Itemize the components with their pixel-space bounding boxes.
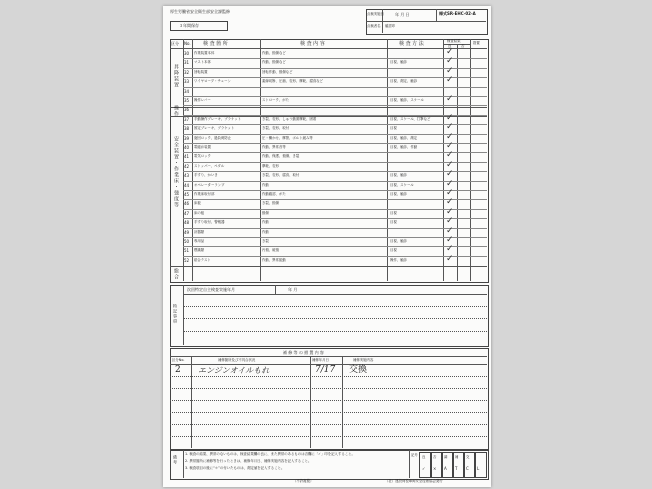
row-no: 43 [184,173,190,179]
row-method: 目視、触診 [390,60,407,65]
footer-left: （不許複製） [293,479,314,483]
row-content: 回転作動、損傷など [262,69,293,74]
note-line-2: 2. 異常箇所に補修等を行ったときは、補修年月日、補修実施内容を記入すること。 [185,459,312,463]
row-no: 33 [184,79,190,85]
special-notes-label: 特記事項 [173,304,178,324]
legend-key: 否 [433,455,437,459]
col-result-ok: 良 [448,44,452,48]
row-no: 35 [184,98,190,103]
row-content: 作動、保護、損傷、き裂 [262,154,300,159]
row-no: 41 [184,154,190,160]
row-method: 目視、触診、スケール [390,98,424,102]
legend-cell [474,452,487,478]
result-ok-check: ✓ [446,235,454,245]
result-ok-check: ✓ [446,206,454,217]
note-line-3: 3. 検査項目の後に“＊”の付いたものは、測定値を記入すること。 [185,466,285,470]
row-location: 操作レバー [194,98,211,102]
row-no: 47 [184,210,190,216]
row-method: 目視、触診 [390,192,407,196]
next-inspection-value: 年 月 [288,287,298,292]
row-location: オペレーターランプ [194,182,225,187]
confirmer-label: 確認印 [385,24,396,28]
legend-code: T [455,466,458,471]
row-no: 50 [184,239,190,244]
row-no: 39 [184,135,190,141]
row-location: 計器類 [194,229,205,234]
repair-entry-part: エンジンオイルもれ [198,366,270,375]
result-ok-check: ✓ [446,75,454,86]
result-ok-check: ✓ [446,150,454,161]
row-location: 床板 [194,201,201,206]
row-method: 目視 [390,210,397,215]
row-content: き裂、変形、取付 [262,126,290,131]
row-no: 49 [184,229,190,235]
result-ok-check: ✓ [446,169,454,180]
row-content: き裂、変形、しゅう動面摩耗、固着 [262,116,317,121]
row-content: き裂、変形、腐食、取付 [262,173,300,178]
repair-col-part: 補修箇所及び不具合状況 [218,358,256,362]
section-overall: 総合 [173,268,179,280]
row-content: 作動、損傷など [262,60,286,65]
row-location: 作業床取付部 [194,192,215,196]
row-location: 固定ブレーキ、ブラケット [194,126,235,131]
row-method: 目視、測定、触診 [390,79,418,84]
legend-key: 調 [444,455,448,459]
row-method: 目視 [390,220,397,225]
row-location: ワイヤロープ・チェーン [194,79,231,84]
col-measure: 措置 [473,41,480,45]
row-content: 損傷 [262,210,269,215]
row-location: 電気ロック [194,154,211,159]
inspection-date-label: 点検実施日 [367,12,384,16]
row-method: 目視、触診 [390,173,407,178]
legend-code: C [466,466,469,471]
inspector-label: 点検者名 [367,24,381,28]
result-ok-check: ✓ [446,178,454,189]
row-location: 総合テスト [194,257,211,262]
row-location: マスト本体 [194,60,211,65]
repair-entry-content: 交換 [349,365,368,375]
row-method: 目視 [390,126,397,131]
row-content: 作動、損傷など [262,51,286,55]
result-ok-check: ✓ [446,188,454,198]
col-result: 検査結果 [447,39,461,43]
inspection-sheet [163,6,491,487]
sheet-header-title: 厚生労働省安全衛生部安全課監修 [170,9,230,14]
row-no: 34 [184,88,190,94]
notes-label: 備考 [173,455,178,465]
row-content: 摩耗、変形 [262,163,279,168]
row-location: 専用品 [194,239,205,243]
row-no: 52 [184,257,190,263]
row-no: 31 [184,60,190,66]
inspection-date-value: 年 月 日 [395,12,410,17]
row-no: 37 [184,116,190,122]
row-no: 32 [184,69,190,75]
repair-section-title: 補 修 等 の 措 置 内 容 [283,350,324,355]
row-no: 51 [184,248,190,254]
retention-period-box [170,21,228,31]
repair-col-content: 補修実施内容 [353,358,374,362]
row-no: 46 [184,201,190,207]
legend-key: 良 [422,455,426,459]
row-no: 48 [184,220,190,226]
col-content: 検 査 内 容 [300,41,325,47]
section-safety: 安全装置・作業床・強度等 [173,136,179,208]
section-operation: 操作 [173,105,179,117]
repair-entry-no: 2 [175,365,181,375]
legend-code: A [444,466,447,471]
result-ok-check: ✓ [446,56,454,67]
result-ok-check: ✓ [446,159,454,170]
result-ok-check: ✓ [446,47,454,57]
row-content: 作動、異常振動 [262,257,286,262]
row-no: 45 [184,192,190,197]
row-no: 40 [184,145,190,150]
row-location: ストッパー、ペダル [194,163,225,168]
result-ok-check: ✓ [446,112,454,123]
col-method: 検 査 方 法 [399,41,424,47]
col-location: 検 査 箇 所 [203,41,228,47]
result-ok-check: ✓ [446,216,454,227]
repair-col-no: 区分No. [172,358,185,362]
row-location: 旋回ロック、過負荷防止 [194,135,232,140]
retention-period-label: ３年間保存 [179,23,199,28]
legend-code: × [433,466,437,471]
col-result-ng: 否 [461,44,465,48]
row-location: 手すり、かいき [194,173,218,178]
next-inspection-label: 次回特定自主検査実施年月 [187,287,235,292]
row-method: 目視、触診 [390,239,407,243]
row-content: 作動 [262,182,269,187]
row-location: 回転装置 [194,69,208,74]
legend-code: ✓ [422,466,426,471]
row-content: 圧・働かせ、摩擦、ボルト緩み等 [262,135,313,140]
result-ok-check: ✓ [446,244,454,255]
row-location: 手すり取付、警報器 [194,220,225,225]
result-ok-check: ✓ [446,131,454,142]
repair-entry-date: 7/17 [315,365,336,375]
result-ok-check: ✓ [446,94,454,104]
form-code: 様式SR-EHC-02-A [439,11,476,16]
row-method: 目視、スケール、打撃など [390,116,431,121]
row-content: 素線切断、圧縮、変形、摩耗、腐食など [262,79,324,84]
row-content: ストローク、がた [262,98,289,102]
row-method: 操作、触診 [390,257,407,262]
row-method: 目視、スケール [390,182,414,187]
row-no: 44 [184,182,190,188]
section-lifting: 昇降装置 [173,64,179,88]
result-ok-check: ✓ [446,197,454,208]
repair-col-date: 補修年月日 [312,358,329,362]
row-method: 目視、触診、作動 [390,145,418,149]
row-location: 作業装置本体 [194,51,215,55]
footer-right: （社）建設荷役車両安全技術協会発行 [385,479,443,483]
row-content: 汚損、破損 [262,248,279,253]
note-line-1: 1. 検査の結果、異常のないものは、検査結果欄の良に、また異常のあるものは否欄に「✓」印を記入すること。 [185,452,355,456]
row-no: 30 [184,51,190,56]
row-no: 36 [184,107,190,113]
row-content: 作動、異常音等 [262,145,286,149]
row-content: 作動 [262,220,269,225]
result-ok-check: ✓ [446,225,454,236]
legend-code: L [477,466,480,471]
row-location: 電磁弁装置 [194,145,211,149]
result-ok-check: ✓ [446,65,454,76]
result-ok-check: ✓ [446,141,454,151]
col-division: 区分 [171,41,179,46]
result-ok-check: ✓ [446,122,454,133]
row-content: 作動確認、がた [262,192,286,196]
legend-title: 記号 [411,453,418,457]
result-ok-check: ✓ [446,253,454,264]
row-no: 38 [184,126,190,132]
row-method: 目視、触診、測定 [390,135,418,140]
legend-key: 交 [466,455,470,459]
legend-key: 補 [455,455,459,459]
row-method: 目視 [390,248,397,253]
row-no: 42 [184,163,190,169]
row-content: き裂 [262,239,269,243]
col-no: No. [184,41,191,46]
row-content: き裂、損傷 [262,201,279,206]
row-location: 手動操作ブレーキ、ブラケット [194,116,242,121]
row-content: 作動 [262,229,269,234]
row-location: 標識類 [194,248,205,253]
row-location: 床の板 [194,210,205,215]
